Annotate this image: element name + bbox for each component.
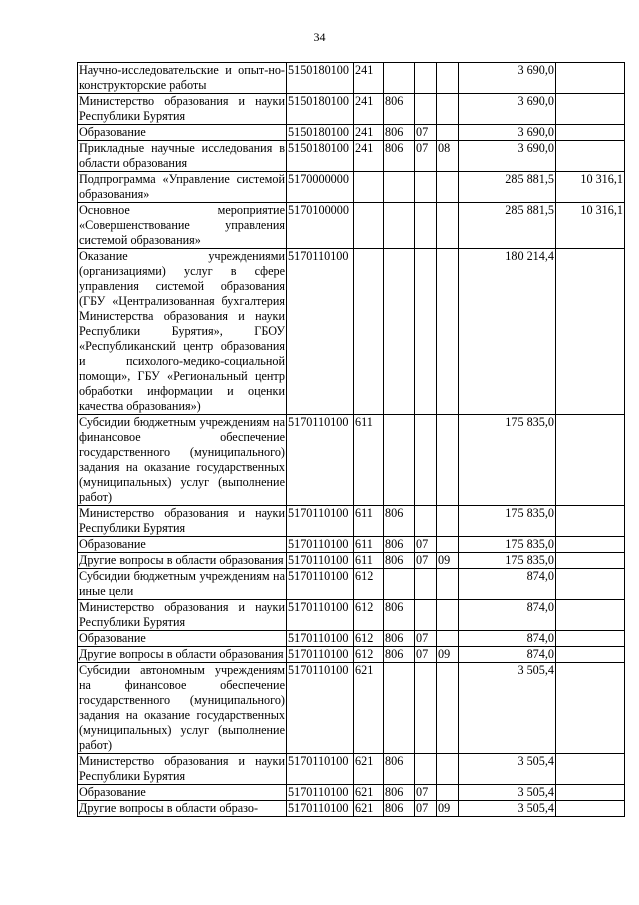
amount-cell: 874,0 <box>459 569 556 600</box>
amount-cell: 175 835,0 <box>459 553 556 569</box>
federal-amount-cell <box>556 754 625 785</box>
row-name-cell: Оказание учреждениями (организациями) услуг в сфере управления системой образования (ГБУ «Централизованная бухгалтерия Министерства образования и науки Республики Бурятия», ГБОУ «Республиканский центр образования и психолого-медико-социальной помощи», ГБУ «Региональный центр обработки информации и оценки качества образования») <box>79 249 285 413</box>
section-cell: 07 <box>415 801 437 817</box>
expense-type-cell: 611 <box>354 537 384 553</box>
subsection-cell <box>437 569 459 600</box>
expense-type-cell <box>354 249 384 415</box>
row-name-cell: Министерство образования и науки Республики Бурятия <box>79 600 285 629</box>
ministry-code-cell: 806 <box>384 600 415 631</box>
subsection-cell: 09 <box>437 801 459 817</box>
amount-cell: 3 505,4 <box>459 785 556 801</box>
amount-cell: 874,0 <box>459 647 556 663</box>
row-name-cell: Основное мероприятие «Совершенствование управления системой образования» <box>79 203 285 247</box>
federal-amount-cell <box>556 537 625 553</box>
target-article-cell: 5170110100 <box>287 647 354 663</box>
section-cell <box>415 249 437 415</box>
amount-cell: 3 505,4 <box>459 663 556 754</box>
row-name-cell: Министерство образования и науки Республики Бурятия <box>79 506 285 535</box>
subsection-cell <box>437 172 459 203</box>
federal-amount-cell <box>556 94 625 125</box>
amount-cell: 3 690,0 <box>459 94 556 125</box>
federal-amount-cell <box>556 600 625 631</box>
target-article-cell: 5170110100 <box>287 569 354 600</box>
subsection-cell: 09 <box>437 647 459 663</box>
expense-type-cell: 611 <box>354 415 384 506</box>
expense-type-cell: 241 <box>354 125 384 141</box>
table-row <box>78 172 625 203</box>
section-cell <box>415 94 437 125</box>
table-row <box>78 125 625 141</box>
subsection-cell <box>437 506 459 537</box>
row-name-cell: Другие вопросы в области образо- <box>78 801 287 817</box>
ministry-code-cell: 806 <box>384 125 415 141</box>
federal-amount-cell <box>556 569 625 600</box>
amount-cell: 3 505,4 <box>459 801 556 817</box>
federal-amount-cell <box>556 631 625 647</box>
table-row <box>78 537 625 553</box>
subsection-cell <box>437 63 459 94</box>
federal-amount-cell: 10 316,1 <box>556 172 625 203</box>
target-article-cell: 5170110100 <box>287 553 354 569</box>
federal-amount-cell <box>556 785 625 801</box>
federal-amount-cell <box>556 141 625 172</box>
amount-cell: 874,0 <box>459 631 556 647</box>
table-row <box>78 663 625 754</box>
row-name-cell: Другие вопросы в области образования <box>78 647 287 663</box>
expense-type-cell <box>354 172 384 203</box>
amount-cell: 3 690,0 <box>459 141 556 172</box>
expense-type-cell: 621 <box>354 663 384 754</box>
ministry-code-cell <box>384 63 415 94</box>
subsection-cell: 08 <box>437 141 459 172</box>
amount-cell: 285 881,5 <box>459 203 556 249</box>
row-name-cell: Субсидии бюджетным учреждениям на иные цели <box>79 569 285 598</box>
table-row <box>78 94 625 125</box>
subsection-cell <box>437 537 459 553</box>
federal-amount-cell <box>556 663 625 754</box>
row-name-cell: Образование <box>78 125 287 141</box>
ministry-code-cell <box>384 663 415 754</box>
ministry-code-cell <box>384 172 415 203</box>
expense-type-cell: 241 <box>354 141 384 172</box>
federal-amount-cell <box>556 249 625 415</box>
row-name-cell: Образование <box>78 785 287 801</box>
amount-cell: 285 881,5 <box>459 172 556 203</box>
ministry-code-cell <box>384 203 415 249</box>
ministry-code-cell <box>384 249 415 415</box>
target-article-cell: 5170100000 <box>287 203 354 249</box>
subsection-cell <box>437 249 459 415</box>
section-cell <box>415 754 437 785</box>
ministry-code-cell: 806 <box>384 801 415 817</box>
section-cell: 07 <box>415 125 437 141</box>
table-row <box>78 506 625 537</box>
expense-type-cell: 611 <box>354 553 384 569</box>
target-article-cell: 5170000000 <box>287 172 354 203</box>
section-cell <box>415 63 437 94</box>
federal-amount-cell <box>556 63 625 94</box>
subsection-cell <box>437 600 459 631</box>
expense-type-cell: 621 <box>354 801 384 817</box>
federal-amount-cell <box>556 125 625 141</box>
section-cell <box>415 506 437 537</box>
ministry-code-cell: 806 <box>384 553 415 569</box>
table-row <box>78 553 625 569</box>
table-row <box>78 63 625 94</box>
expense-type-cell: 241 <box>354 63 384 94</box>
row-name-cell: Образование <box>78 631 287 647</box>
expense-type-cell: 612 <box>354 631 384 647</box>
federal-amount-cell: 10 316,1 <box>556 203 625 249</box>
section-cell: 07 <box>415 553 437 569</box>
row-name-cell: Другие вопросы в области образования <box>78 553 287 569</box>
page-number: 34 <box>313 30 326 44</box>
expense-type-cell: 621 <box>354 785 384 801</box>
target-article-cell: 5170110100 <box>287 754 354 785</box>
ministry-code-cell <box>384 569 415 600</box>
row-name-cell: Прикладные научные исследования в области образования <box>79 141 285 170</box>
table-row <box>78 415 625 506</box>
target-article-cell: 5150180100 <box>287 63 354 94</box>
expense-type-cell: 612 <box>354 647 384 663</box>
ministry-code-cell: 806 <box>384 785 415 801</box>
ministry-code-cell: 806 <box>384 754 415 785</box>
federal-amount-cell <box>556 647 625 663</box>
budget-table-body <box>78 63 625 817</box>
expense-type-cell: 241 <box>354 94 384 125</box>
section-cell: 07 <box>415 647 437 663</box>
table-row <box>78 203 625 249</box>
table-row <box>78 647 625 663</box>
subsection-cell <box>437 125 459 141</box>
target-article-cell: 5170110100 <box>287 506 354 537</box>
expense-type-cell <box>354 203 384 249</box>
ministry-code-cell <box>384 415 415 506</box>
expense-type-cell: 611 <box>354 506 384 537</box>
target-article-cell: 5150180100 <box>287 125 354 141</box>
subsection-cell <box>437 754 459 785</box>
amount-cell: 3 505,4 <box>459 754 556 785</box>
section-cell <box>415 172 437 203</box>
section-cell <box>415 203 437 249</box>
table-row <box>78 631 625 647</box>
amount-cell: 175 835,0 <box>459 506 556 537</box>
target-article-cell: 5170110100 <box>287 249 354 415</box>
row-name-cell: Образование <box>78 537 287 553</box>
row-name-cell: Субсидии бюджетным учреждениям на финансовое обеспечение государственного (муниципального) задания на оказание государственных (муниципальных) услуг (выполнение работ) <box>79 415 285 504</box>
subsection-cell: 09 <box>437 553 459 569</box>
section-cell: 07 <box>415 631 437 647</box>
ministry-code-cell: 806 <box>384 537 415 553</box>
expense-type-cell: 612 <box>354 569 384 600</box>
row-name-cell: Подпрограмма «Управление системой образования» <box>79 172 285 201</box>
section-cell <box>415 600 437 631</box>
amount-cell: 175 835,0 <box>459 537 556 553</box>
ministry-code-cell: 806 <box>384 631 415 647</box>
target-article-cell: 5170110100 <box>287 415 354 506</box>
budget-table <box>77 62 625 817</box>
amount-cell: 874,0 <box>459 600 556 631</box>
row-name-cell: Субсидии автономным учреждениям на финансовое обеспечение государственного (муниципального) задания на оказание государственных (муниципальных) услуг (выполнение работ) <box>79 663 285 752</box>
section-cell <box>415 569 437 600</box>
subsection-cell <box>437 663 459 754</box>
federal-amount-cell <box>556 553 625 569</box>
expense-type-cell: 612 <box>354 600 384 631</box>
target-article-cell: 5170110100 <box>287 631 354 647</box>
table-row <box>78 785 625 801</box>
row-name-cell: Министерство образования и науки Республики Бурятия <box>79 754 285 783</box>
table-row <box>78 569 625 600</box>
federal-amount-cell <box>556 801 625 817</box>
section-cell <box>415 663 437 754</box>
federal-amount-cell <box>556 506 625 537</box>
subsection-cell <box>437 415 459 506</box>
ministry-code-cell: 806 <box>384 141 415 172</box>
subsection-cell <box>437 94 459 125</box>
table-row <box>78 249 625 415</box>
table-row <box>78 141 625 172</box>
amount-cell: 3 690,0 <box>459 63 556 94</box>
target-article-cell: 5170110100 <box>287 600 354 631</box>
table-row <box>78 801 625 817</box>
federal-amount-cell <box>556 415 625 506</box>
amount-cell: 3 690,0 <box>459 125 556 141</box>
target-article-cell: 5170110100 <box>287 537 354 553</box>
section-cell <box>415 415 437 506</box>
table-row <box>78 600 625 631</box>
ministry-code-cell: 806 <box>384 647 415 663</box>
section-cell: 07 <box>415 785 437 801</box>
section-cell: 07 <box>415 537 437 553</box>
table-row <box>78 754 625 785</box>
target-article-cell: 5150180100 <box>287 94 354 125</box>
target-article-cell: 5170110100 <box>287 801 354 817</box>
amount-cell: 180 214,4 <box>459 249 556 415</box>
section-cell: 07 <box>415 141 437 172</box>
row-name-cell: Научно-исследовательские и опыт-но-конструкторские работы <box>79 63 285 92</box>
row-name-cell: Министерство образования и науки Республики Бурятия <box>79 94 285 123</box>
ministry-code-cell: 806 <box>384 506 415 537</box>
target-article-cell: 5170110100 <box>287 663 354 754</box>
subsection-cell <box>437 785 459 801</box>
subsection-cell <box>437 631 459 647</box>
subsection-cell <box>437 203 459 249</box>
target-article-cell: 5170110100 <box>287 785 354 801</box>
target-article-cell: 5150180100 <box>287 141 354 172</box>
expense-type-cell: 621 <box>354 754 384 785</box>
ministry-code-cell: 806 <box>384 94 415 125</box>
amount-cell: 175 835,0 <box>459 415 556 506</box>
